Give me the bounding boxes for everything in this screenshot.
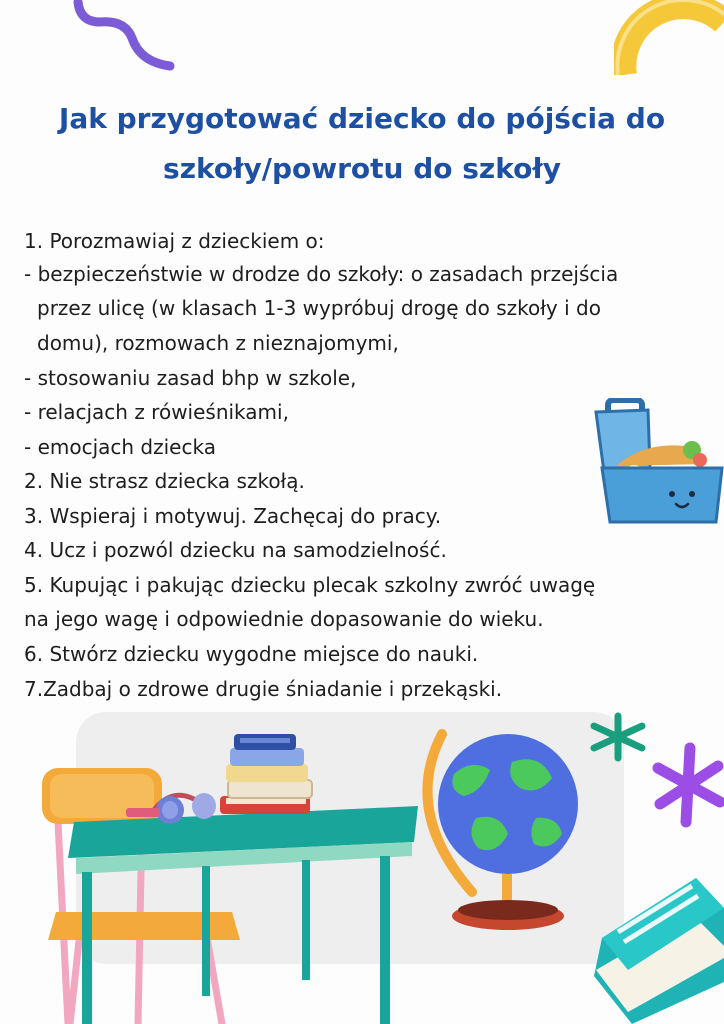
page-title-line-2: szkoły/powrotu do szkoły <box>163 152 561 185</box>
globe-illustration <box>412 722 588 942</box>
green-star-decoration <box>586 712 650 762</box>
purple-star-decoration <box>652 740 724 830</box>
list-item: - relacjach z rówieśnikami, <box>24 400 289 424</box>
list-item: 7.Zadbaj o zdrowe drugie śniadanie i przekąski. <box>24 677 503 701</box>
list-item: domu), rozmowach z nieznajomymi, <box>37 331 399 355</box>
page-title-line-1: Jak przygotować dziecko do pójścia do <box>58 102 666 135</box>
lunchbox-illustration <box>588 398 724 528</box>
teal-book-illustration <box>588 872 724 1024</box>
yellow-arch-decoration <box>614 0 724 75</box>
page-title <box>0 94 724 194</box>
list-item: 1. Porozmawiaj z dzieckiem o: <box>24 229 325 253</box>
list-item: - bezpieczeństwie w drodze do szkoły: o zasadach przejścia <box>24 262 619 286</box>
list-item: - stosowaniu zasad bhp w szkole, <box>24 366 357 390</box>
headphones-illustration <box>124 786 220 826</box>
list-item: na jego wagę i odpowiednie dopasowanie do wieku. <box>24 607 544 631</box>
list-item: 6. Stwórz dziecku wygodne miejsce do nauki. <box>24 642 479 666</box>
list-item: - emocjach dziecka <box>24 435 216 459</box>
list-item: 5. Kupując i pakując dziecku plecak szkolny zwróć uwagę <box>24 573 596 597</box>
book-stack-illustration <box>216 734 320 818</box>
list-item: 2. Nie strasz dziecka szkołą. <box>24 469 305 493</box>
list-item: 4. Ucz i pozwól dziecku na samodzielność. <box>24 538 447 562</box>
purple-squiggle-decoration <box>70 0 180 75</box>
desk-illustration <box>62 800 422 1024</box>
list-item: przez ulicę (w klasach 1-3 wypróbuj drogę do szkoły i do <box>37 296 601 320</box>
list-item: 3. Wspieraj i motywuj. Zachęcaj do pracy. <box>24 504 442 528</box>
